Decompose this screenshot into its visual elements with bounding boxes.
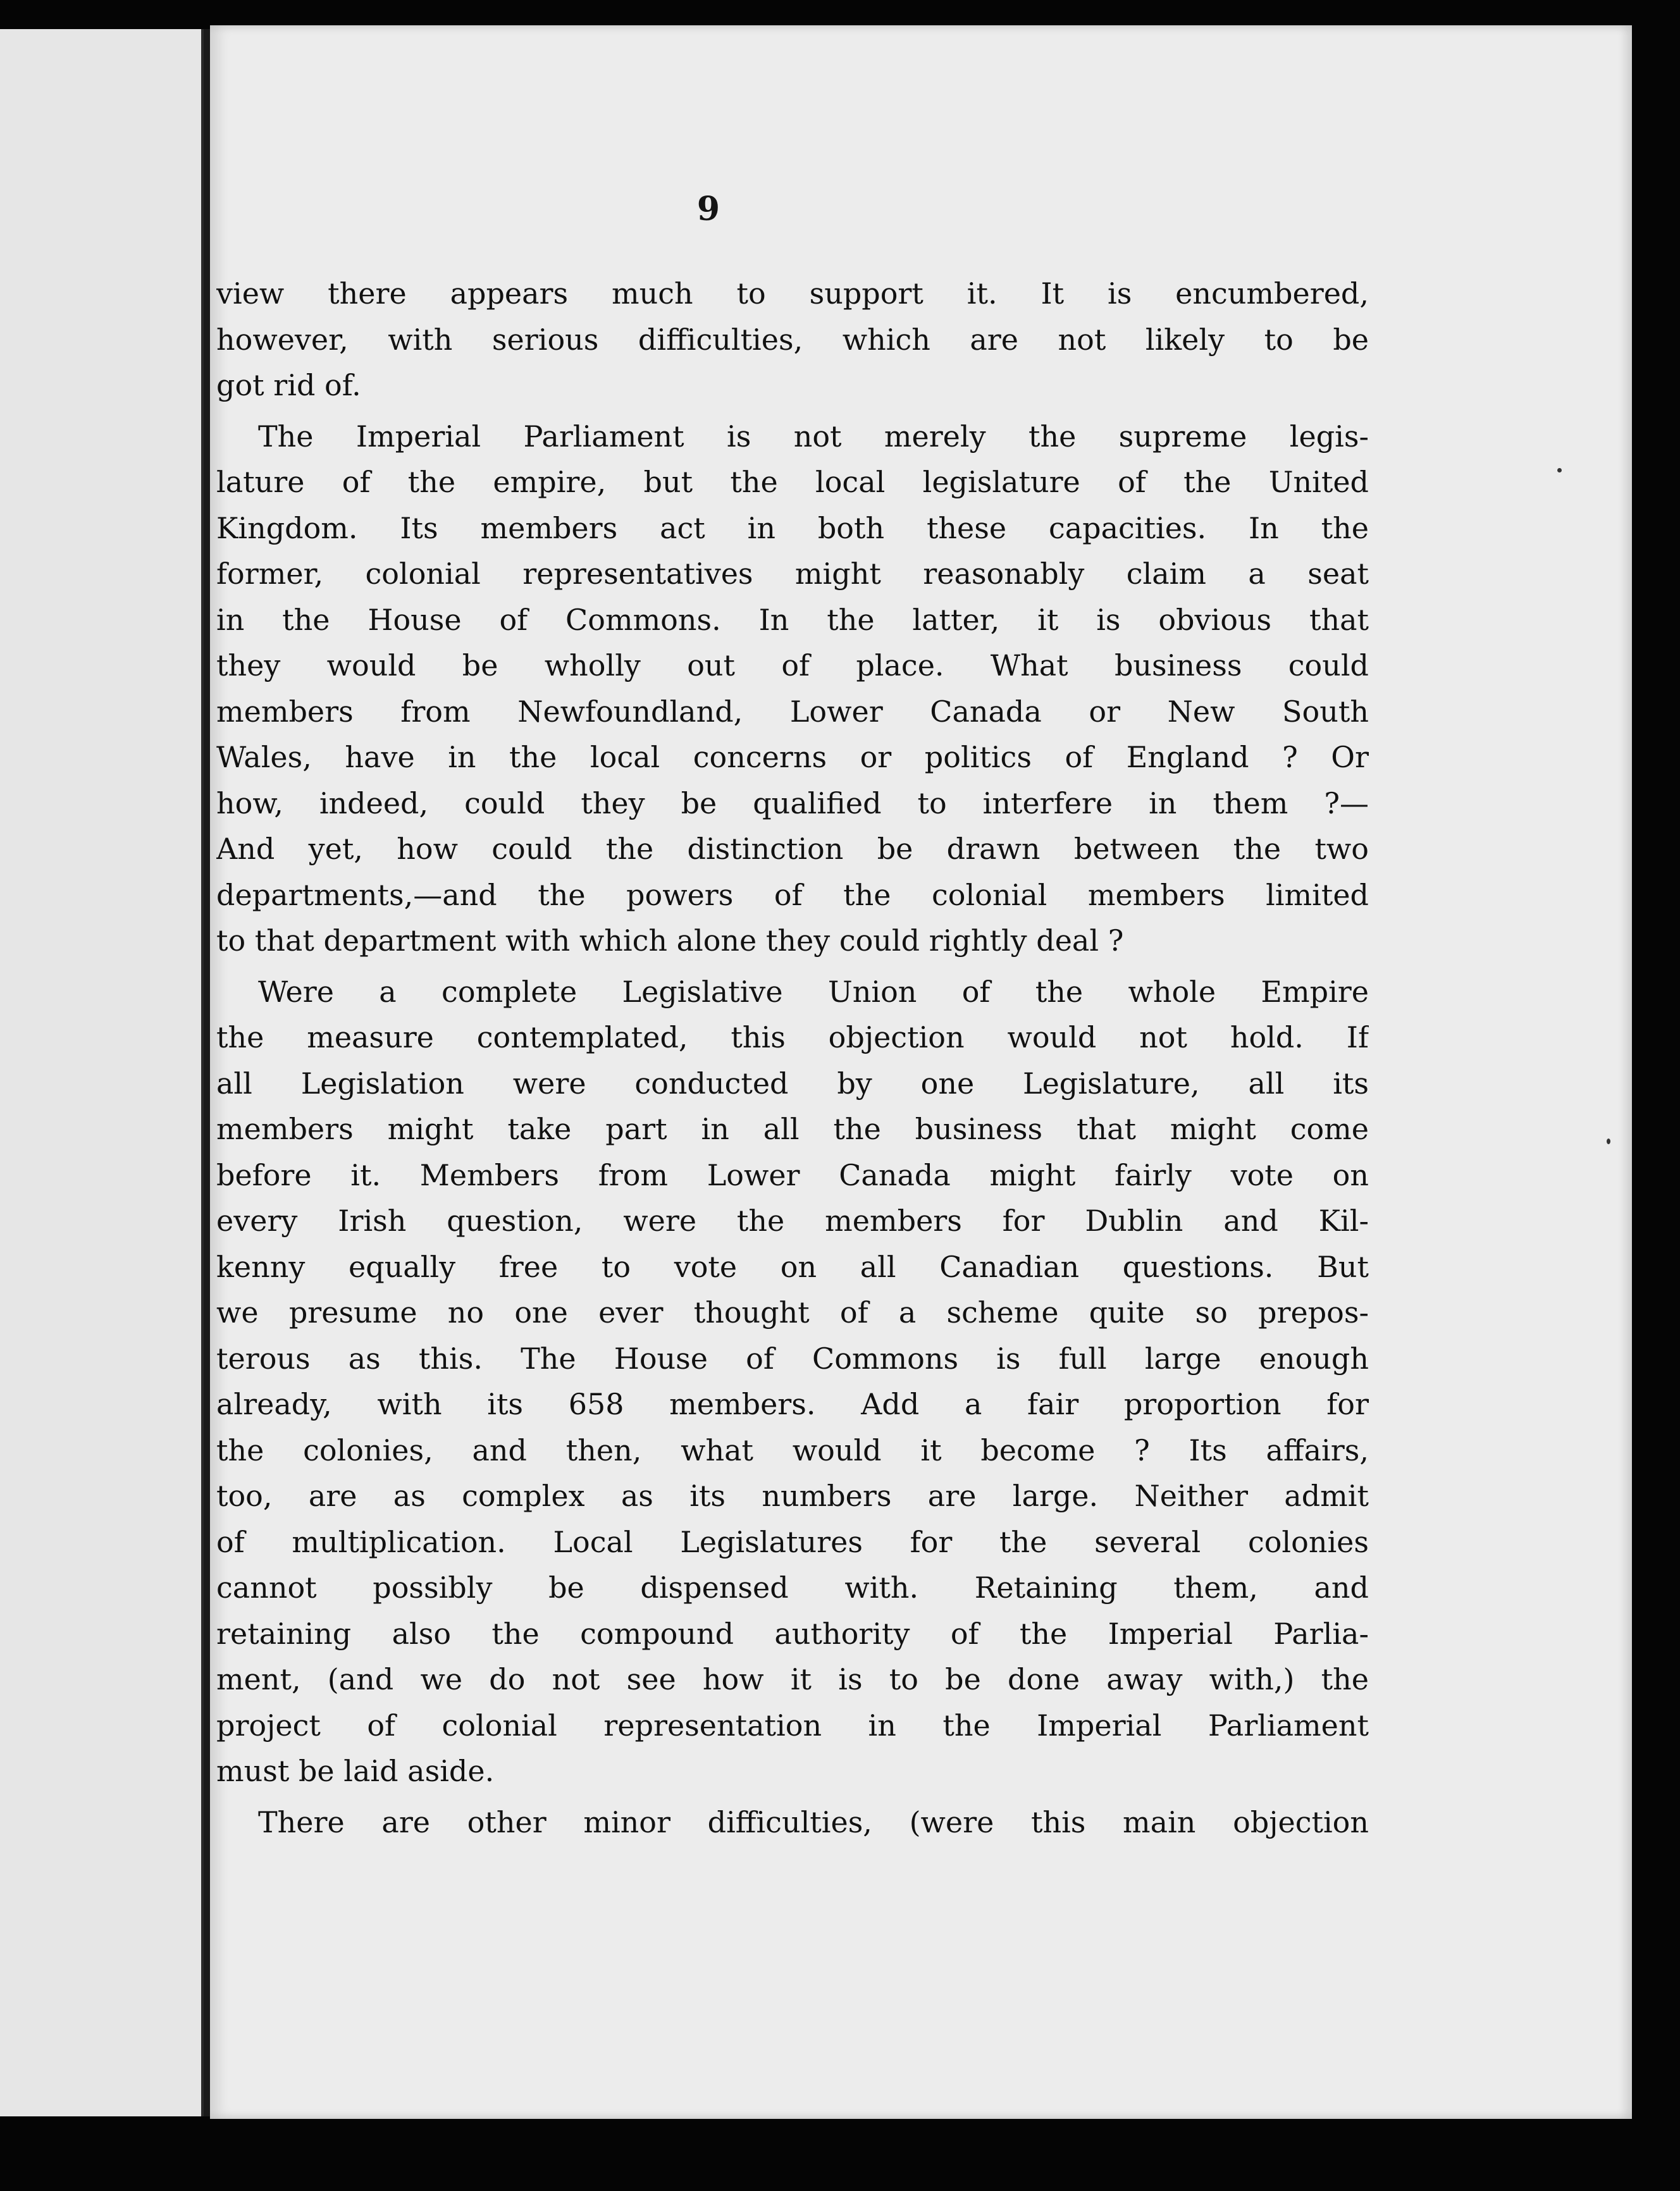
text-line: members might take part in all the business that might come: [216, 1112, 1369, 1146]
left-page-edge: [0, 29, 204, 2116]
text-line: the measure contemplated, this objection would not hold. If: [216, 1020, 1369, 1054]
text-line: lature of the empire, but the local legislature of the United: [216, 465, 1369, 499]
paragraph: [216, 271, 1369, 409]
text-line: kenny equally free to vote on all Canadian questions. But: [216, 1249, 1369, 1284]
text-line: the colonies, and then, what would it become ? Its affairs,: [216, 1433, 1369, 1467]
text-line: The Imperial Parliament is not merely the supreme legis-: [258, 419, 1369, 454]
text-line: view there appears much to support it. It is encumbered,: [216, 276, 1369, 311]
text-line: we presume no one ever thought of a scheme quite so prepos-: [216, 1295, 1369, 1330]
text-line: project of colonial representation in the Imperial Parliament: [216, 1708, 1369, 1743]
paragraph: [216, 1799, 1369, 1846]
book-gutter: [204, 29, 210, 2116]
text-line: Kingdom. Its members act in both these capacities. In the: [216, 510, 1369, 545]
text-line: ment, (and we do not see how it is to be done away with,) the: [216, 1662, 1369, 1696]
text-line: however, with serious difficulties, which are not likely to be: [216, 322, 1369, 357]
text-line: got rid of.: [216, 368, 361, 402]
page-number: 9: [696, 190, 720, 228]
ink-speck: [1557, 468, 1562, 472]
text-line: members from Newfoundland, Lower Canada or New South: [216, 694, 1369, 729]
text-line: every Irish question, were the members for Dublin and Kil-: [216, 1204, 1369, 1238]
paragraph: [216, 414, 1369, 964]
text-line: retaining also the compound authority of the Imperial Parlia-: [216, 1616, 1369, 1651]
text-line: former, colonial representatives might reasonably claim a seat: [216, 557, 1369, 591]
text-line: of multiplication. Local Legislatures for the several colonies: [216, 1524, 1369, 1559]
text-line: in the House of Commons. In the latter, it is obvious that: [216, 602, 1369, 637]
text-line: Were a complete Legislative Union of the whole Empire: [258, 974, 1369, 1009]
text-line: There are other minor difficulties, (were this main objection: [258, 1805, 1369, 1839]
paragraph: [216, 969, 1369, 1794]
text-line: already, with its 658 members. Add a fair proportion for: [216, 1387, 1369, 1421]
text-line: all Legislation were conducted by one Legislature, all its: [216, 1066, 1369, 1101]
text-line: Wales, have in the local concerns or politics of England ? Or: [216, 740, 1369, 774]
text-line: before it. Members from Lower Canada might fairly vote on: [216, 1157, 1369, 1192]
text-line: And yet, how could the distinction be drawn between the two: [216, 832, 1369, 866]
text-line: terous as this. The House of Commons is full large enough: [216, 1341, 1369, 1376]
text-line: to that department with which alone they could rightly deal ?: [216, 923, 1124, 958]
text-line: must be laid aside.: [216, 1754, 495, 1788]
text-line: departments,—and the powers of the colonial members limited: [216, 877, 1369, 912]
text-line: too, are as complex as its numbers are large. Neither admit: [216, 1479, 1369, 1513]
text-line: how, indeed, could they be qualified to interfere in them ?—: [216, 786, 1369, 820]
text-line: cannot possibly be dispensed with. Retaining them, and: [216, 1571, 1369, 1605]
ink-speck: [1607, 1139, 1610, 1144]
text-line: they would be wholly out of place. What business could: [216, 648, 1369, 682]
body-text: [216, 271, 1369, 1850]
